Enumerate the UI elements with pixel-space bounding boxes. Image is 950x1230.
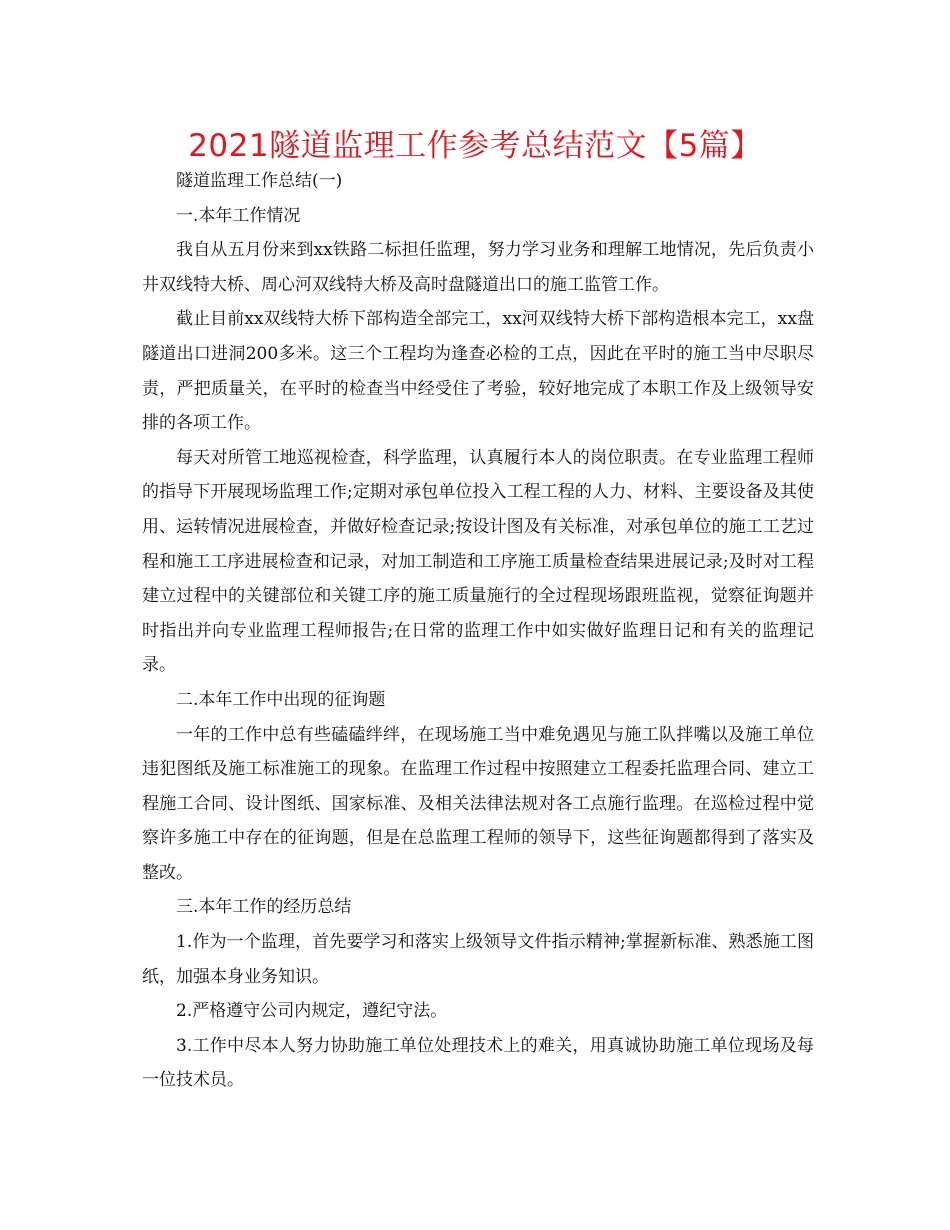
paragraph: 一年的工作中总有些磕磕绊绊，在现场施工当中难免遇见与施工队拌嘴以及施工单位违犯图纸及施工标准施工的现象。在监理工作过程中按照建立工程委托监理合同、建立工程施工合同、设计图纸、国家标准、及相关法律法规对各工点施行监理。在巡检过程中觉察许多施工中存在的征询题，但是在总监理工程师的领导下，这些征询题都得到了落实及整改。: [142, 724, 814, 883]
list-item: 1.作为一个监理，首先要学习和落实上级领导文件指示精神;掌握新标准、熟悉施工图纸，加强本身业务知识。: [142, 932, 814, 987]
section-heading-1: 隧道监理工作总结(一): [176, 171, 343, 191]
subheading-problems: 二.本年工作中出现的征询题: [176, 689, 386, 710]
list-item: 2.严格遵守公司内规定，遵纪守法。: [176, 1001, 448, 1022]
document-body: [142, 164, 814, 1098]
subheading-work-status: 一.本年工作情况: [176, 205, 301, 226]
paragraph: 每天对所管工地巡视检查，科学监理，认真履行本人的岗位职责。在专业监理工程师的指导下开展现场监理工作;定期对承包单位投入工程工程的人力、材料、主要设备及其使用、运转情况进展检查，并做好检查记录;按设计图及有关标准，对承包单位的施工工艺过程和施工工序进展检查和记录，对加工制造和工序施工质量检查结果进展记录;及时对工程建立过程中的关键部位和关键工序的施工质量施行的全过程现场跟班监视，觉察征询题并时指出并向专业监理工程师报告;在日常的监理工作中如实做好监理日记和有关的监理记录。: [142, 447, 814, 676]
paragraph: 我自从五月份来到xx铁路二标担任监理，努力学习业务和理解工地情况，先后负责小井双线特大桥、周心河双线特大桥及高时盘隧道出口的施工监管工作。: [142, 240, 814, 295]
subheading-experience: 三.本年工作的经历总结: [176, 897, 352, 918]
list-item: 3.工作中尽本人努力协助施工单位处理技术上的难关，用真诚协助施工单位现场及每一位技术员。: [142, 1035, 814, 1091]
document-title: 2021隧道监理工作参考总结范文【5篇】: [188, 128, 762, 164]
paragraph: 截止目前xx双线特大桥下部构造全部完工，xx河双线特大桥下部构造根本完工，xx盘隧道出口进洞200多米。这三个工程均为逢查必检的工点，因此在平时的施工当中尽职尽责，严把质量关，在平时的检查当中经受住了考验，较好地完成了本职工作及上级领导安排的各项工作。: [142, 309, 814, 434]
